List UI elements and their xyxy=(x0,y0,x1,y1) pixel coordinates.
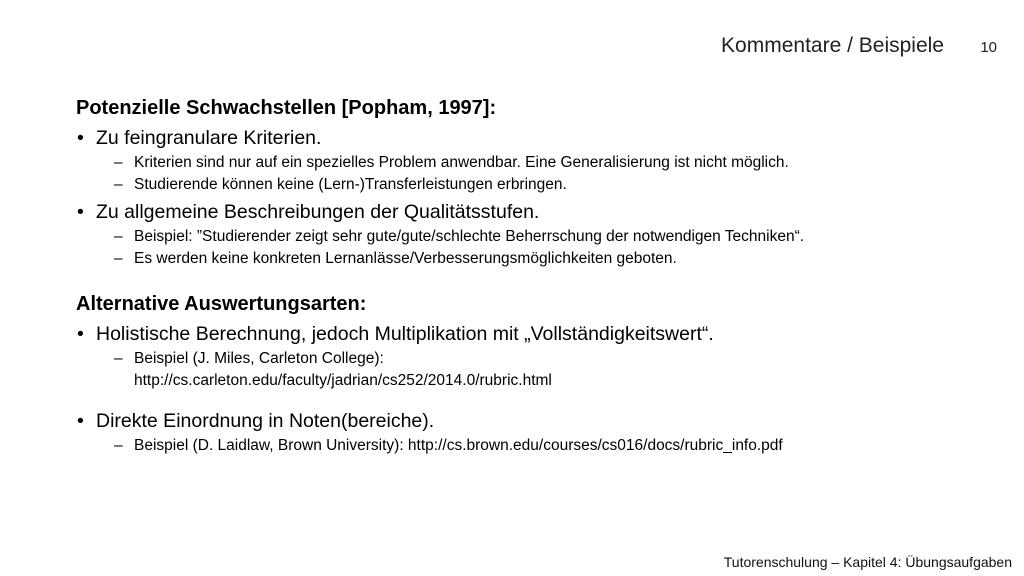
slide-title: Kommentare / Beispiele xyxy=(721,34,944,57)
sub-bullet-item: – Studierende können keine (Lern-)Transferleistungen erbringen. xyxy=(76,174,996,196)
bullet-item: • Zu feingranulare Kriterien. xyxy=(76,125,996,152)
bullet-item: • Direkte Einordnung in Noten(bereiche). xyxy=(76,408,996,435)
section-heading-alternatives: Alternative Auswertungsarten: xyxy=(76,293,367,315)
page-number: 10 xyxy=(980,39,997,56)
slide-content xyxy=(76,94,996,457)
bullet-item: • Zu allgemeine Beschreibungen der Qualitätsstufen. xyxy=(76,199,996,226)
section-heading-weaknesses: Potenzielle Schwachstellen [Popham, 1997]: xyxy=(76,97,497,119)
slide-footer: Tutorenschulung – Kapitel 4: Übungsaufgaben xyxy=(723,554,1012,570)
sub-bullet-item xyxy=(76,348,996,392)
sub-bullet-item: – Kriterien sind nur auf ein spezielles Problem anwendbar. Eine Generalisierung ist nicht möglich. xyxy=(76,152,996,174)
sub-bullet-item: – Beispiel (D. Laidlaw, Brown University): http://cs.brown.edu/courses/cs016/docs/rubric_info.pdf xyxy=(76,435,996,457)
sub-bullet-line: – Beispiel (J. Miles, Carleton College): xyxy=(134,350,384,367)
sub-bullet-item: – Es werden keine konkreten Lernanlässe/Verbesserungsmöglichkeiten geboten. xyxy=(76,248,996,270)
bullet-item: • Holistische Berechnung, jedoch Multiplikation mit „Vollständigkeitswert“. xyxy=(76,321,996,348)
sub-bullet-item: – Beispiel: ”Studierender zeigt sehr gute/gute/schlechte Beherrschung der notwendigen Techniken“. xyxy=(76,226,996,248)
carleton-rubric-link[interactable]: http://cs.carleton.edu/faculty/jadrian/cs252/2014.0/rubric.html xyxy=(134,372,552,389)
